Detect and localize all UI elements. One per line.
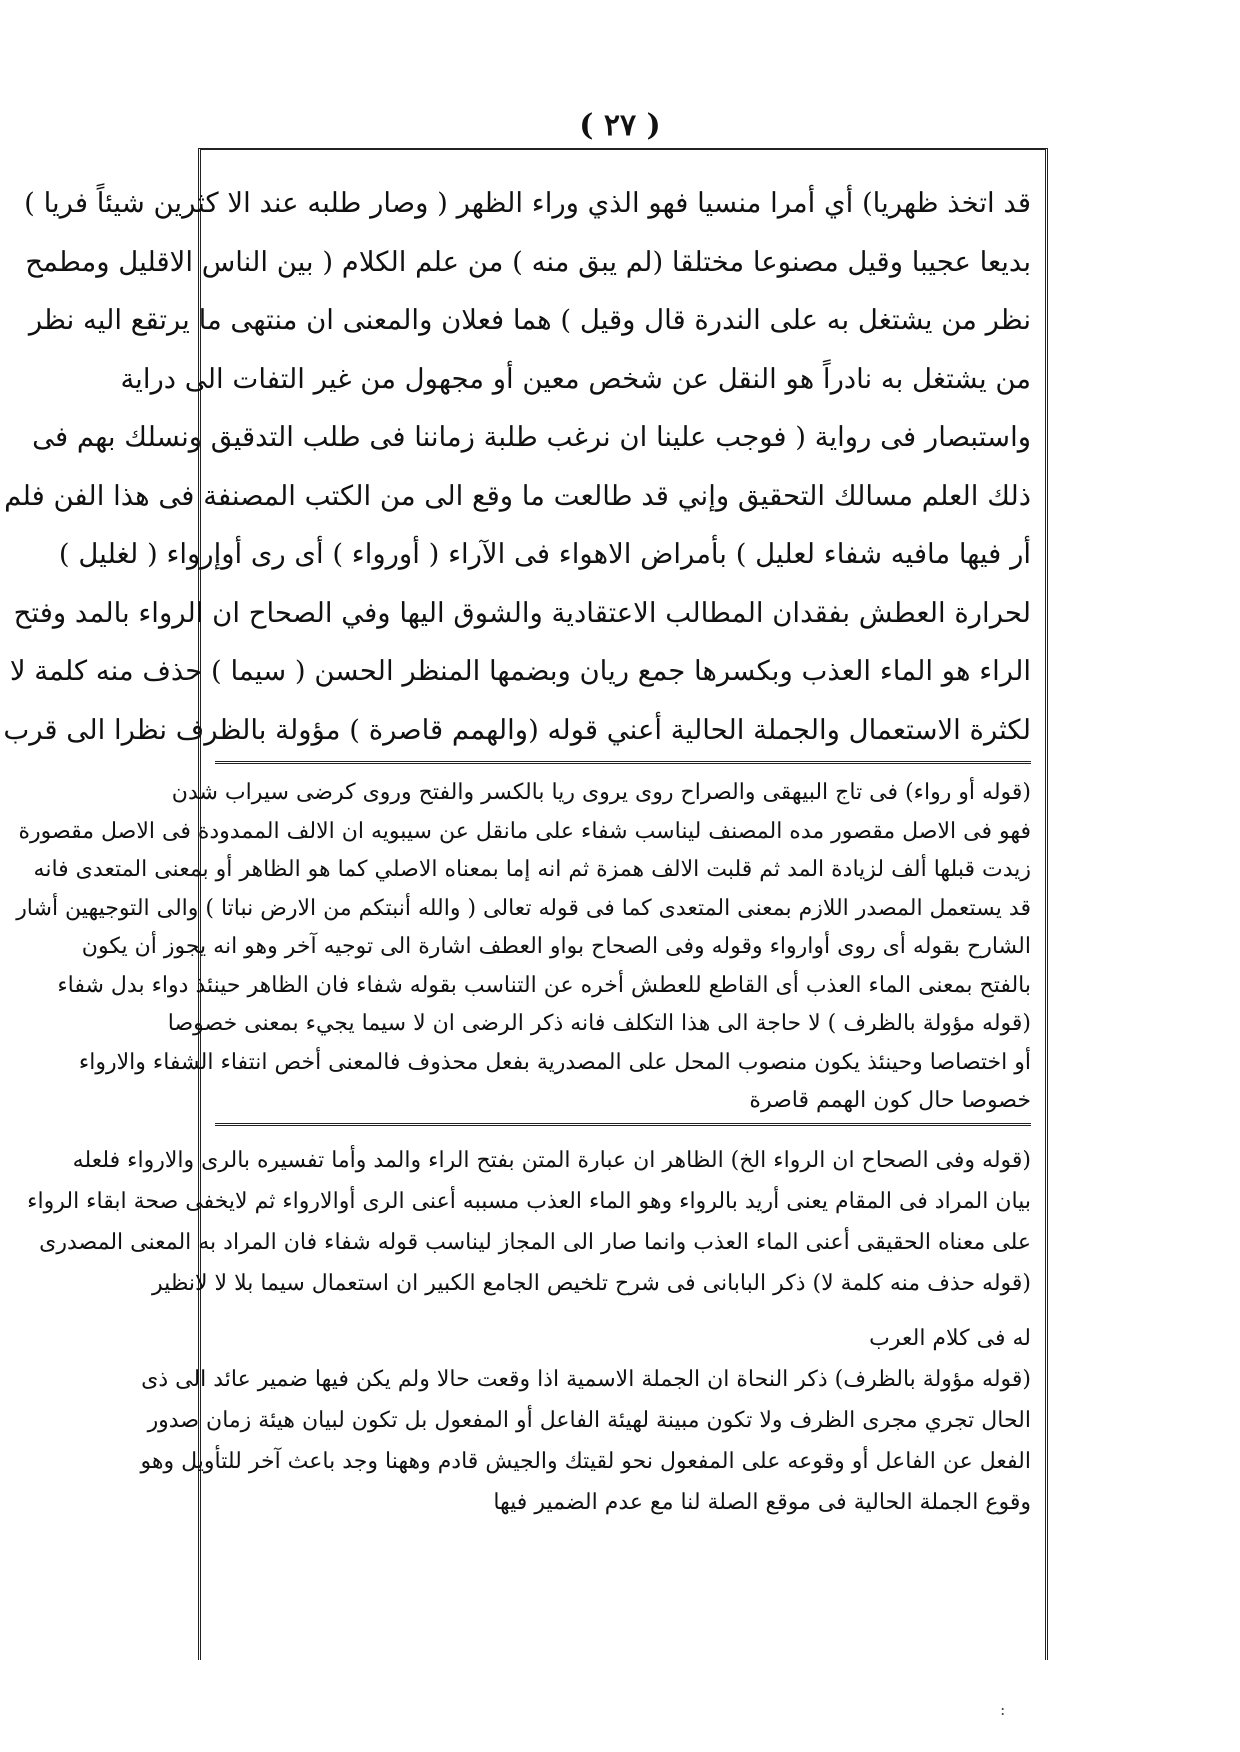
main-text-line: قد اتخذ ظهريا) أي أمرا منسيا فهو الذي وراء الظهر ( وصار طلبه عند الا كثرين شيئاً فريا ) <box>24 187 1031 219</box>
footnote-block-1 <box>16 774 1031 1121</box>
footnote-line: خصوصا حال كون الهمم قاصرة <box>749 1088 1031 1113</box>
footnote-line: (قوله مؤولة بالظرف) ذكر النحاة ان الجملة الاسمية اذا وقعت حالا ولم يكن فيها ضمير عائد الى ذى <box>141 1366 1031 1392</box>
main-text-line: لحرارة العطش بفقدان المطالب الاعتقادية والشوق اليها وفي الصحاح ان الرواء بالمد وفتح <box>13 596 1031 629</box>
footnote-line: أو اختصاصا وحينئذ يكون منصوب المحل على المصدرية بفعل محذوف فالمعنى أخص انتفاء الشفاء والارواء <box>78 1049 1031 1075</box>
section-divider <box>215 761 1031 764</box>
main-text-line: نظر من يشتغل به على الندرة قال وقيل ) هما فعلان والمعنى ان منتهى ما يرتقع اليه نظر <box>28 304 1031 336</box>
footnote-line: وقوع الجملة الحالية فى موقع الصلة لنا مع عدم الضمير فيها <box>493 1489 1031 1515</box>
footnote-line: (قوله مؤولة بالظرف ) لا حاجة الى هذا التكلف فانه ذكر الرضى ان لا سيما يجيء بمعنى خصوصا <box>167 1011 1031 1036</box>
footnote-line: بيان المراد فى المقام يعنى أريد بالرواء وهو الماء العذب مسببه أعنى الرى أوالارواء ثم لايخفى صحة ابقاء الرواء <box>27 1188 1031 1214</box>
margin-mark: : <box>1000 1700 1006 1719</box>
main-text-line: بديعا عجيبا وقيل مصنوعا مختلقا (لم يبق منه ) من علم الكلام ( بين الناس الاقليل ومطمح <box>25 245 1031 278</box>
footnote-line: على معناه الحقيقى أعنى الماء العذب وانما صار الى المجاز ليناسب قوله شفاء فان المراد به المعنى المصدرى <box>39 1229 1031 1255</box>
main-text-block <box>3 174 1031 759</box>
footnote-line: الفعل عن الفاعل أو وقوعه على المفعول نحو لقيتك والجيش قادم وههنا وجد باعث آخر للتأويل وهو <box>140 1448 1031 1474</box>
footnote-line: الشارح بقوله أى روى أوارواء وقوله وفى الصحاح بواو العطف اشارة الى توجيه آخر وهو انه يجوز أن يكون <box>81 934 1031 959</box>
page-number: ( ٢٧ ) <box>579 108 661 143</box>
main-text-line: الراء هو الماء العذب وبكسرها جمع ريان وبضمها المنظر الحسن ( سيما ) حذف منه كلمة لا <box>9 655 1031 687</box>
main-text-line: أر فيها مافيه شفاء لعليل ) بأمراض الاهواء فى الآراء ( أورواء ) أى رى أوإرواء ( لغليل ) <box>58 538 1031 570</box>
footnote-line: (قوله أو رواء) فى تاج البيهقى والصراح روى يروى ريا بالكسر والفتح وروى كرضى سيراب شدن <box>171 780 1031 805</box>
main-text-line: واستبصار فى رواية ( فوجب علينا ان نرغب طلبة زماننا فى طلب التدقيق ونسلك بهم فى <box>32 421 1031 453</box>
text-frame <box>3 148 1048 1660</box>
main-text-line: ذلك العلم مسالك التحقيق وإني قد طالعت ما وقع الى من الكتب المصنفة فى هذا الفن فلم <box>4 479 1031 512</box>
main-text-line: لكثرة الاستعمال والجملة الحالية أعني قوله (والهمم قاصرة ) مؤولة بالظرف نظرا الى قرب <box>3 713 1031 746</box>
footnote-line: فهو فى الاصل مقصور مده المصنف ليناسب شفاء على مانقل عن سيبويه ان الالف الممدودة فى الاصل مقصورة <box>18 818 1031 844</box>
footnote-line: قد يستعمل المصدر اللازم بمعنى المتعدى كما فى قوله تعالى ( والله أنبتكم من الارض نباتا ) والى التوجيهين أشار <box>16 895 1031 921</box>
footnote-block-2 <box>27 1140 1031 1523</box>
footnote-line: (قوله وفى الصحاح ان الرواء الخ) الظاهر ان عبارة المتن بفتح الراء والمد وأما تفسيره بالرى والارواء فلعله <box>72 1147 1031 1173</box>
footnote-line: الحال تجري مجرى الظرف ولا تكون مبينة لهيئة الفاعل أو المفعول بل تكون لبيان هيئة زمان صدور <box>147 1407 1031 1433</box>
main-text-line: من يشتغل به نادراً هو النقل عن شخص معين أو مجهول من غير التفات الى دراية <box>120 362 1031 395</box>
footnote-line: زيدت قبلها ألف لزيادة المد ثم قلبت الالف همزة ثم انه إما بمعناه الاصلي كما هو الظاهر أو بمعنى المتعدى فانه <box>33 857 1031 882</box>
footnote-line: (قوله حذف منه كلمة لا) ذكر البابانى فى شرح تلخيص الجامع الكبير ان استعمال سيما بلا لا لانظير <box>152 1270 1031 1296</box>
section-divider <box>215 1123 1031 1126</box>
footnote-line: له فى كلام العرب <box>869 1325 1031 1351</box>
footnote-line: بالفتح بمعنى الماء العذب أى القاطع للعطش أخره عن التناسب بقوله شفاء فان الظاهر حينئذ دواء بدل شفاء <box>57 972 1031 998</box>
